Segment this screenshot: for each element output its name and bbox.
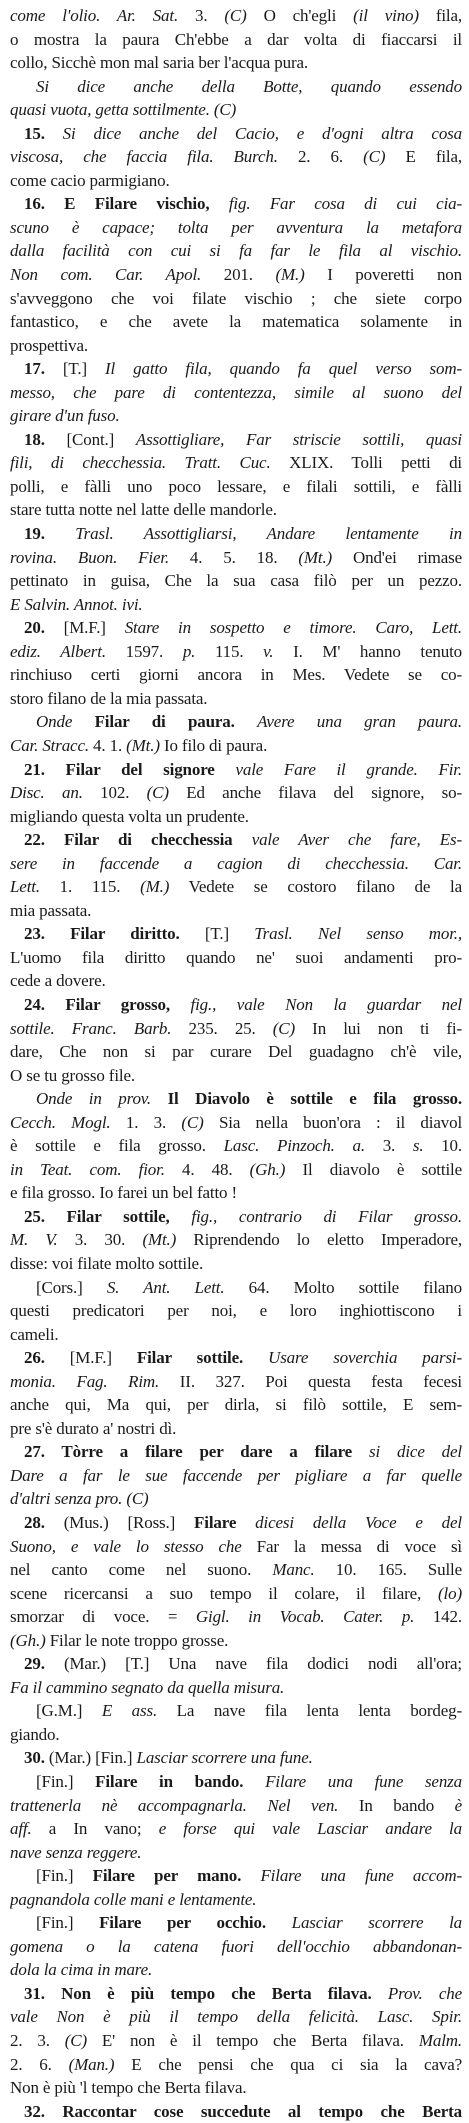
text-line: Suono, e vale lo stesso che Far la messa di voce sì <box>10 1536 462 1556</box>
text-line: nave senza reggere. <box>10 1842 142 1862</box>
text-line: (Gh.) Filar le note troppo grosse. <box>10 1630 229 1650</box>
text-line: 17. [T.] Il gatto fila, quando fa quel verso som- <box>24 359 462 379</box>
text-line: dola la cima in mare. <box>10 1960 153 1980</box>
text-line: come cacio parmigiano. <box>10 170 170 190</box>
text-line: 21. Filar del signore vale Fare il grande. Fir. <box>24 759 462 779</box>
text-line: pettinato in guisa, Che la sua casa filò per un pezzo. <box>10 571 462 591</box>
text-line: M. V. 3. 30. (Mt.) Riprendendo lo eletto Imperadore, <box>10 1230 462 1250</box>
text-line: [G.M.] E ass. La nave fila lenta lenta bordeg- <box>36 1701 462 1721</box>
text-line: viscosa, che faccia fila. Burch. 2. 6. (C) E fila, <box>10 147 462 167</box>
text-line: 28. (Mus.) [Ross.] Filare dicesi della Voce e del <box>24 1513 462 1532</box>
text-line: anche qui, Ma qui, per dirla, si filò sottile, E sem- <box>10 1395 462 1415</box>
text-line: Si dice anche della Botte, quando essendo <box>36 76 462 96</box>
text-line: Non com. Car. Apol. 201. (M.) I poveretti non <box>10 265 462 285</box>
text-line: collo, Sicchè mon mal saria ber l'acqua pura. <box>10 53 308 73</box>
text-line: smorzar di voce. = Gigl. in Vocab. Cater. p. 142. <box>10 1607 462 1627</box>
text-line: 16. E Filare vischio, fig. Far cosa di cui cia- <box>24 194 462 214</box>
text-line: polli, e fàlli uno poco lessare, e filali sottili, e fàlli <box>10 476 462 496</box>
text-line: 18. [Cont.] Assottigliare, Far striscie sottili, quasi <box>24 429 462 449</box>
text-line: 32. Raccontar cose succedute al tempo che Berta <box>24 2101 462 2121</box>
text-line: 29. (Mar.) [T.] Una nave fila dodici nodi all'ora; <box>24 1654 462 1674</box>
text-line: è sottile e fila grosso. Lasc. Pinzoch. a. 3. s. 10. <box>10 1136 462 1156</box>
text-line: Car. Stracc. 4. 1. (Mt.) Io filo di paura. <box>10 735 268 755</box>
text-line: scene ricercansi a suo tempo il colare, il filare, (lo) <box>10 1583 462 1603</box>
text-line: Onde in prov. Il Diavolo è sottile e fila grosso. <box>36 1089 462 1109</box>
text-line: girare d'un fuso. <box>10 406 120 426</box>
text-line: trattenerla nè accompagnarla. Nel ven. In bando è <box>10 1795 462 1815</box>
text-line: Dare a far le sue faccende per pigliare a far quelle <box>10 1465 462 1485</box>
text-line: 2. 6. (Man.) E che pensi che qua ci sia la cava? <box>10 2054 462 2074</box>
text-line: 24. Filar grosso, fig., vale Non la guardar nel <box>24 994 462 1014</box>
text-line: [Fin.] Filare per mano. Filare una fune accom- <box>36 1866 462 1886</box>
text-line: fantastico, e che avete la matematica solamente in <box>10 312 462 332</box>
text-line: dalla facilità con cui si fa far le fila al vischio. <box>10 241 462 261</box>
text-line: O se tu grosso file. <box>10 1065 135 1085</box>
text-line: d'altri senza pro. (C) <box>10 1489 149 1509</box>
text-line: 23. Filar diritto. [T.] Trasl. Nel senso mor., <box>24 924 462 944</box>
text-line: 20. [M.F.] Stare in sospetto e timore. Caro, Lett. <box>24 618 462 638</box>
text-line: aff. a In vano; e forse qui vale Lasciar andare la <box>10 1819 462 1839</box>
text-line: [Cors.] S. Ant. Lett. 64. Molto sottile filano <box>36 1277 462 1297</box>
text-line: scuno è capace; tolta per avventura la metafora <box>10 217 462 237</box>
text-line: rovina. Buon. Fier. 4. 5. 18. (Mt.) Ond'ei rimase <box>10 547 462 567</box>
text-line: 15. Si dice anche del Cacio, e d'ogni altra cosa <box>24 123 462 143</box>
dictionary-page <box>10 4 462 2123</box>
text-line: 2. 3. (C) E' non è il tempo che Berta filava. Malm. <box>10 2031 462 2051</box>
text-line: o mostra la paura Ch'ebbe a dar volta di fiaccarsi il <box>10 29 462 49</box>
text-line: dare, Che non si par curare Del guadagno ch'è vile, <box>10 1042 462 1062</box>
text-line: Non è più 'l tempo che Berta filava. <box>10 2078 247 2098</box>
text-line: cameli. <box>10 1324 59 1344</box>
text-line: questi predicatori per noi, e loro inghiottiscono i <box>10 1301 462 1321</box>
text-line: sere in faccende a cagion di checchessia. Car. <box>10 853 462 873</box>
text-line: Lett. 1. 115. (M.) Vedete se costoro filano de la <box>10 877 462 897</box>
text-line: Fa il cammino segnato da quella misura. <box>10 1677 285 1697</box>
text-line: Disc. an. 102. (C) Ed anche filava del signore, so- <box>10 783 462 803</box>
text-line: stare tutta notte nel latte delle mandorle. <box>10 500 277 520</box>
text-line: 31. Non è più tempo che Berta filava. Prov. che <box>24 1983 462 2003</box>
text-line: nel canto come nel suono. Manc. 10. 165. Sulle <box>10 1560 462 1580</box>
text-line: 26. [M.F.] Filar sottile. Usare soverchia parsi- <box>24 1348 462 1368</box>
text-line: 30. (Mar.) [Fin.] Lasciar scorrere una fune. <box>24 1748 313 1768</box>
text-line: [Fin.] Filare per occhio. Lasciar scorrere la <box>36 1913 462 1933</box>
text-line: 25. Filar sottile, fig., contrario di Filar grosso. <box>24 1206 462 1226</box>
text-line: messo, che pare di contentezza, simile al suono del <box>10 382 462 402</box>
text-line: in Teat. com. fior. 4. 48. (Gh.) Il diavolo è sottile <box>10 1159 462 1179</box>
text-line: 27. Tòrre a filare per dare a filare si dice del <box>24 1442 462 1462</box>
text-line: gomena o la catena fuori dell'occhio abbandonan- <box>10 1936 462 1956</box>
text-line: Onde Filar di paura. Avere una gran paura. <box>36 712 462 732</box>
text-line: come l'olio. Ar. Sat. 3. (C) O ch'egli (il vino) fila, <box>10 6 462 25</box>
text-line: monia. Fag. Rim. II. 327. Poi questa festa fecesi <box>10 1371 462 1391</box>
text-line: 19. Trasl. Assottigliarsi, Andare lentamente in <box>24 524 462 544</box>
text-line: migliando questa volta un prudente. <box>10 806 249 826</box>
text-line: pre s'è durato a' nostri dì. <box>10 1418 177 1438</box>
text-line: giando. <box>10 1724 60 1744</box>
text-line: L'uomo fila diritto quando ne' suoi andamenti pro- <box>10 947 462 967</box>
text-line: fili, di checchessia. Tratt. Cuc. XLIX. Tolli petti di <box>10 453 462 473</box>
text-line: cede a dovere. <box>10 971 106 991</box>
text-line: ediz. Albert. 1597. p. 115. v. I. M' hanno tenuto <box>10 641 462 661</box>
text-line: disse: voi filate molto sottile. <box>10 1253 204 1273</box>
text-line: [Fin.] Filare in bando. Filare una fune senza <box>36 1772 462 1792</box>
text-line: pagnandola colle mani e lentamente. <box>10 1889 257 1909</box>
text-line: storo filano de la mia passata. <box>10 688 208 708</box>
text-line: e fila grosso. Io farei un bel fatto ! <box>10 1183 238 1203</box>
text-line: vale Non è più il tempo della felicità. Lasc. Spir. <box>10 2007 462 2027</box>
text-line: Cecch. Mogl. 1. 3. (C) Sia nella buon'ora : il diavol <box>10 1112 462 1132</box>
text-line: E Salvin. Annot. ivi. <box>10 594 143 614</box>
text-line: s'avveggono che voi filate vischio ; che siete corpo <box>10 288 462 308</box>
text-line: 22. Filar di checchessia vale Aver che fare, Es- <box>24 830 462 850</box>
text-line: mia passata. <box>10 900 92 920</box>
text-line: quasi vuota, getta sottilmente. (C) <box>10 100 237 120</box>
text-line: sottile. Franc. Barb. 235. 25. (C) In lui non ti fi- <box>10 1018 462 1038</box>
text-line: prospettiva. <box>10 335 88 355</box>
text-line: rinchiuso certi giorni ancora in Mes. Vedete se co- <box>10 665 462 685</box>
